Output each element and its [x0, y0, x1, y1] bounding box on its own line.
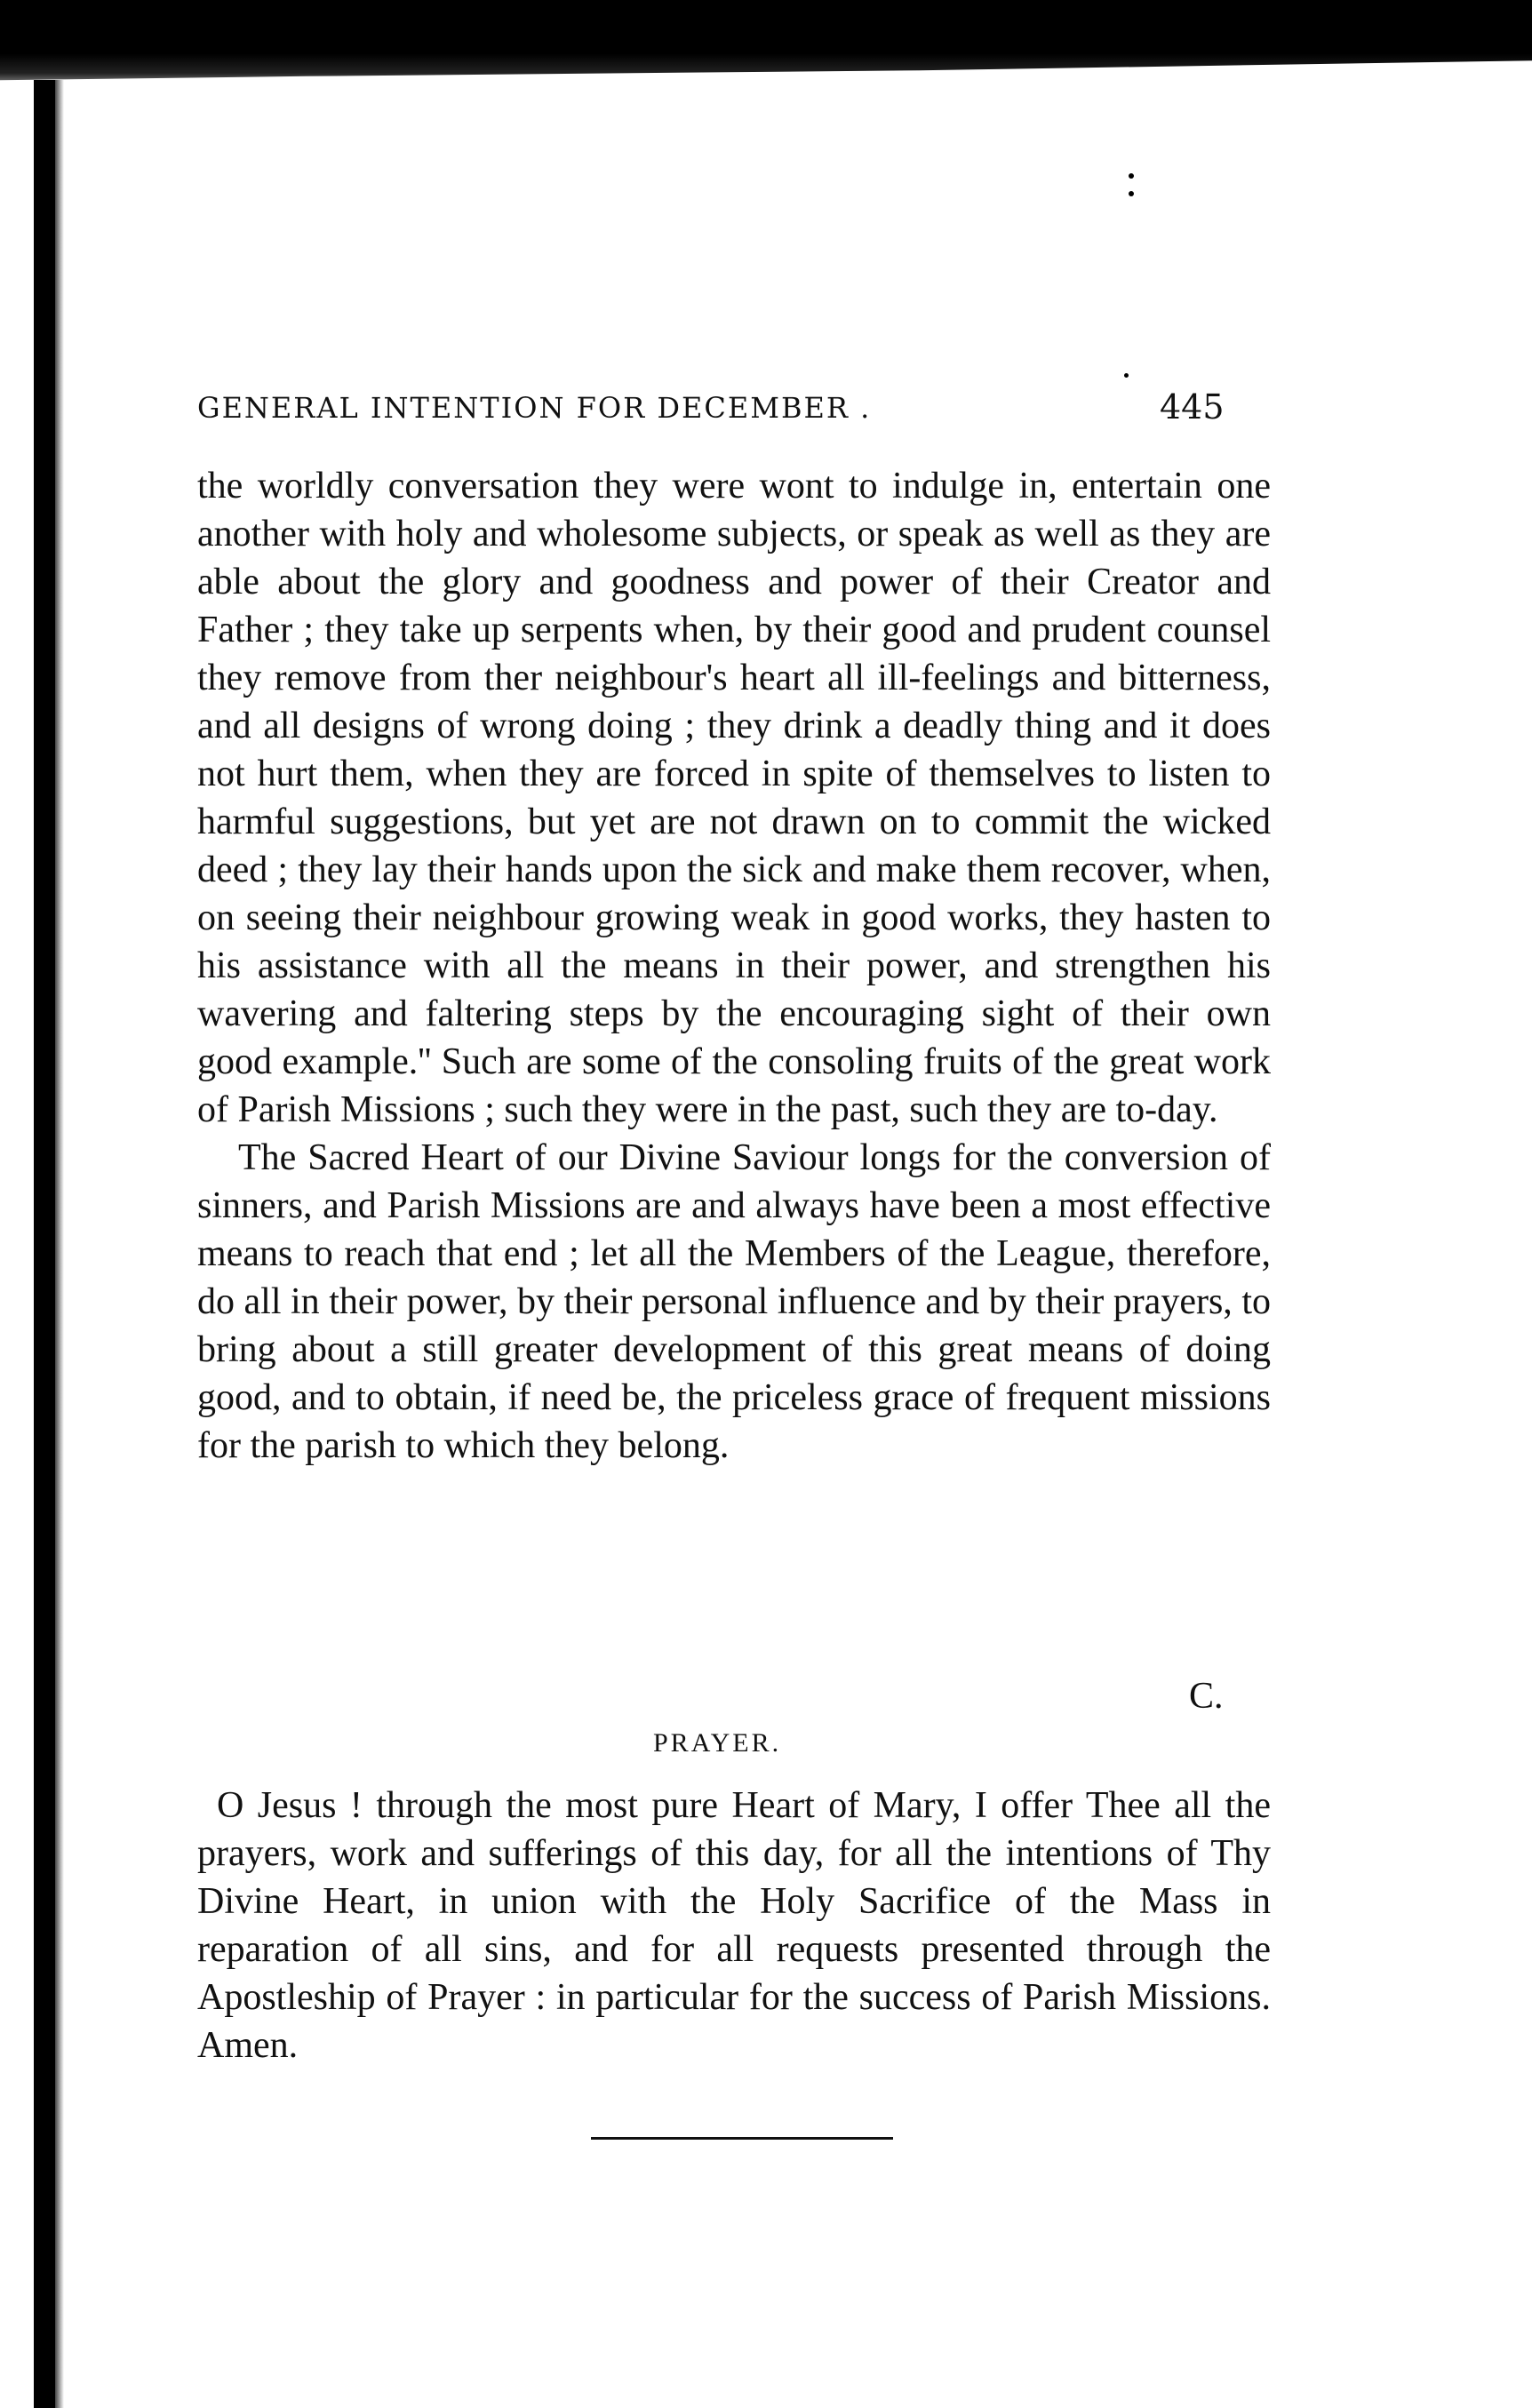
scan-top-shadow — [0, 0, 1532, 98]
end-rule — [591, 2137, 893, 2140]
page-number: 445 — [1160, 387, 1225, 427]
scan-speck — [1124, 373, 1129, 378]
main-text — [197, 462, 1271, 1470]
page-header — [0, 387, 1532, 437]
author-signature: C. — [1189, 1676, 1224, 1717]
paragraph: The Sacred Heart of our Divine Saviour longs for the conversion of sinners, and Parish Missions are and always have been a most effective means to reach that end ; let all the Members of the League, therefore, do all in their power, by their personal influence and by their prayers, to bring about a still greater development of this great means of doing good, and to obtain, if need be, the priceless grace of frequent missions for the parish to which they belong. — [197, 1137, 1271, 1466]
prayer-text: O Jesus ! through the most pure Heart of Mary, I offer Thee all the prayers, work and sufferings of this day, for all the intentions of Thy Divine Heart, in union with the Holy Sacrifice of the Mass in reparation of all sins, and for all requests presented through the Apostleship of Prayer : in particular for the success of Parish Missions. Amen. — [197, 1785, 1271, 2066]
scan-speck — [1129, 191, 1134, 196]
running-head: GENERAL INTENTION FOR DECEMBER . — [197, 391, 872, 425]
scan-speck — [1129, 173, 1134, 179]
prayer-heading: PRAYER. — [653, 1728, 782, 1758]
paragraph-continued: the worldly conversation they were wont to indulge in, entertain one another with holy and wholesome subjects, or speak as well as they are able about the glory and goodness and power of their Creator and Father ; they take up serpents when, by their good and prudent counsel they remove from ther neighbour's heart all ill-feelings and bitterness, and all designs of wrong doing ; they drink a deadly thing and it does not hurt them, when they are forced in spite of themselves to listen to harmful suggestions, but yet are not drawn on to commit the wicked deed ; they lay their hands upon the sick and make them recover, when, on seeing their neighbour growing weak in good works, they hasten to his assistance with all the means in their power, and strengthen his wavering and faltering steps by the encouraging sight of their own good example.'' Such are some of the consoling fruits of the great work of Parish Missions ; such they were in the past, such they are to-day. — [197, 466, 1271, 1130]
